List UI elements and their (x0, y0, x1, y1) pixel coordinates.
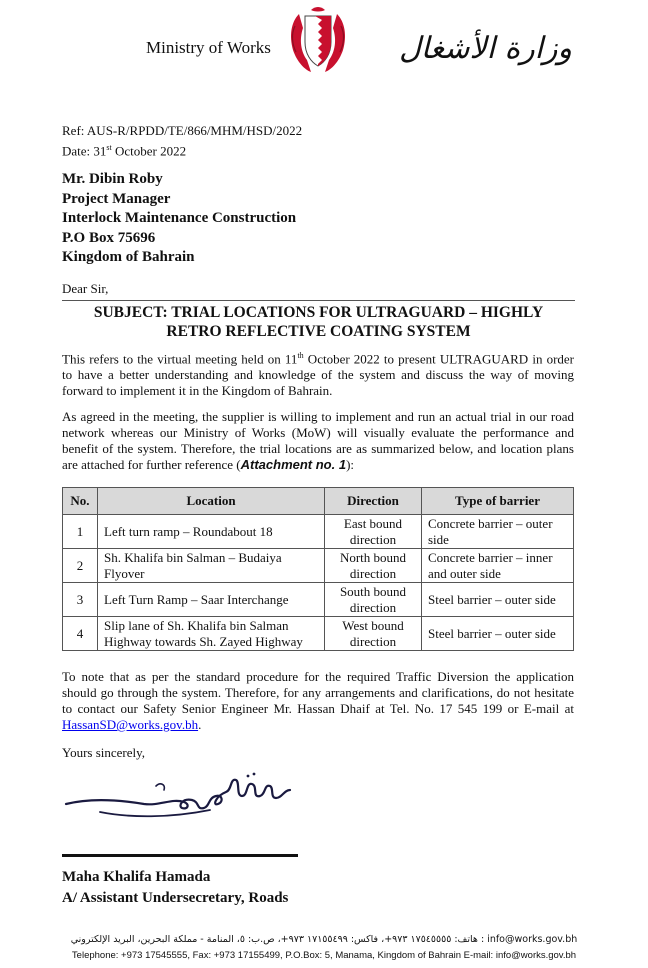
letter-date: Date: 31st October 2022 (62, 143, 187, 159)
contact-email-link[interactable]: HassanSD@works.gov.bh (62, 717, 199, 732)
svg-text:وزارة الأشغال: وزارة الأشغال (398, 31, 572, 66)
cell-location: Left turn ramp – Roundabout 18 (98, 515, 325, 549)
cell-direction: North bound direction (325, 549, 422, 583)
trial-locations-table (62, 487, 574, 651)
signature-line (62, 854, 298, 857)
cell-no: 2 (63, 549, 98, 583)
reference-block (62, 122, 302, 159)
table-row (63, 549, 574, 583)
ministry-name-ar (354, 22, 576, 72)
signatory-name: Maha Khalifa Hamada (62, 869, 211, 885)
cell-barrier-type: Steel barrier – outer side (422, 617, 574, 651)
column-header-direction: Direction (325, 488, 422, 515)
table-row (63, 515, 574, 549)
paragraph-agreement: As agreed in the meeting, the supplier is willing to implement and run an actual trial in our road network whereas our Ministry of Works (MoW) will visually evaluate the performance and benefit of the system. Therefore, the trial locations are as summarized below, and location plans are attached for further reference (Attachment no. 1): (62, 409, 574, 472)
recipient-address (62, 170, 296, 268)
paragraph-intro: This refers to the virtual meeting held on 11th October 2022 to present ULTRAGUARD in order to have a better understanding and knowledge of the system and discuss the way of moving forward to implement it in the Kingdom of Bahrain. (62, 351, 574, 399)
footer-arabic: هاتف: ١٧٥٤٥٥٥٥ ٩٧٣+، فاكس: ١٧١٥٥٤٩٩ ٩٧٣+، ص.ب: ٥، المنامة - مملكة البحرين، البريد الإلكتروني : info@works.gov.bh (70, 934, 578, 945)
table-row (63, 583, 574, 617)
cell-barrier-type: Concrete barrier – inner and outer side (422, 549, 574, 583)
cell-direction: East bound direction (325, 515, 422, 549)
footer-english: Telephone: +973 17545555, Fax: +973 17155499, P.O.Box: 5, Manama, Kingdom of Bahrain E-mail: info@works.gov.bh (71, 950, 577, 961)
reference-number: Ref: AUS-R/RPDD/TE/866/MHM/HSD/2022 (62, 123, 303, 138)
recipient-line: Kingdom of Bahrain (62, 249, 195, 265)
cell-direction: West bound direction (325, 617, 422, 651)
cell-location: Sh. Khalifa bin Salman – Budaiya Flyover (98, 549, 325, 583)
attachment-reference: Attachment no. 1 (240, 457, 347, 472)
cell-location: Slip lane of Sh. Khalifa bin Salman Highway towards Sh. Zayed Highway (98, 617, 325, 651)
recipient-line: Mr. Dibin Roby (62, 171, 163, 187)
column-header-no: No. (63, 488, 98, 515)
table-header-row (63, 488, 574, 515)
ministry-name-en: Ministry of Works (146, 38, 271, 57)
paragraph-contact: To note that as per the standard procedure for the required Traffic Diversion the application should go through the system. Therefore, for any arrangements and clarifications, do not hesitate to contact our Safety Senior Engineer Mr. Hassan Dhaif at Tel. No. 17 545 199 or E-mail at HassanSD@works.gov.bh. (62, 669, 574, 732)
cell-no: 4 (63, 617, 98, 651)
salutation: Dear Sir, (62, 281, 109, 296)
subject-line-1: SUBJECT: TRIAL LOCATIONS FOR ULTRAGUARD – HIGHLY (93, 304, 544, 321)
cell-barrier-type: Steel barrier – outer side (422, 583, 574, 617)
recipient-line: P.O Box 75696 (62, 229, 156, 246)
bahrain-emblem-icon (289, 6, 347, 76)
recipient-line: Project Manager (62, 190, 171, 207)
cell-no: 3 (63, 583, 98, 617)
signatory-block (62, 867, 288, 909)
signatory-title: A/ Assistant Undersecretary, Roads (62, 890, 289, 906)
recipient-line: Interlock Maintenance Construction (62, 210, 297, 226)
cell-location: Left Turn Ramp – Saar Interchange (98, 583, 325, 617)
closing: Yours sincerely, (62, 745, 146, 760)
cell-direction: South bound direction (325, 583, 422, 617)
subject-heading (62, 303, 575, 341)
table-row (63, 617, 574, 651)
subject-divider (62, 300, 575, 301)
cell-barrier-type: Concrete barrier – outer side (422, 515, 574, 549)
column-header-barrier-type: Type of barrier (422, 488, 574, 515)
column-header-location: Location (98, 488, 325, 515)
subject-line-2: RETRO REFLECTIVE COATING SYSTEM (166, 323, 471, 340)
handwritten-signature (60, 768, 300, 848)
cell-no: 1 (63, 515, 98, 549)
